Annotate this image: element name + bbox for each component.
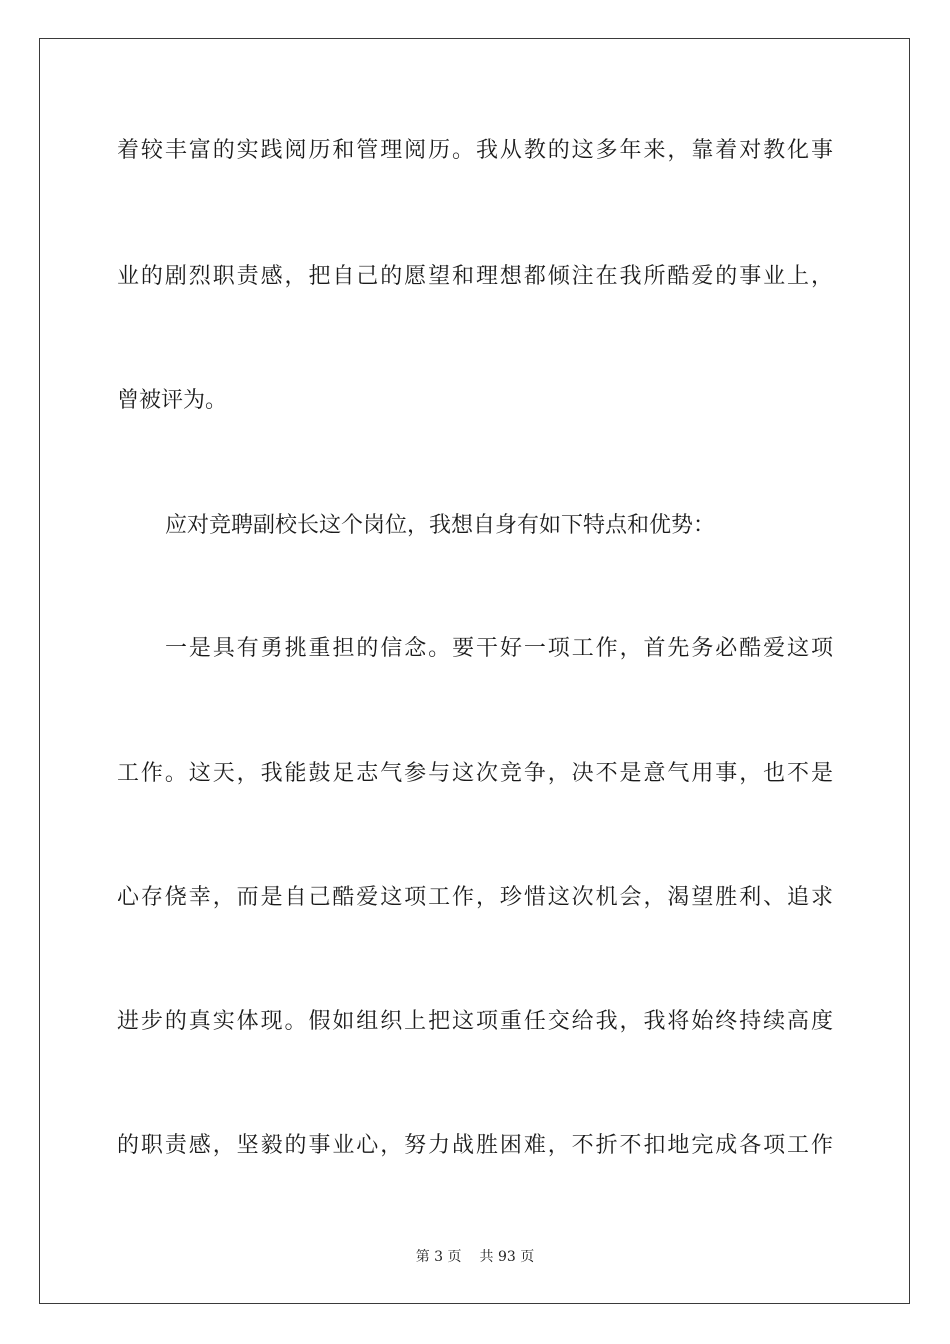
body-line-1: 着较丰富的实践阅历和管理阅历。我从教的这多年来，靠着对教化事 [117,138,833,163]
body-line-2: 业的剧烈职责感，把自己的愿望和理想都倾注在我所酷爱的事业上， [117,264,833,289]
page-total: 共 93 页 [479,1249,535,1265]
body-line-3: 曾被评为。 [117,388,228,413]
page-footer [0,1247,950,1267]
body-line-6: 工作。这天，我能鼓足志气参与这次竞争，决不是意气用事，也不是 [117,761,833,786]
body-line-5: 一是具有勇挑重担的信念。要干好一项工作，首先务必酷爱这项 [165,636,833,661]
body-line-8: 进步的真实体现。假如组织上把这项重任交给我，我将始终持续高度 [117,1009,833,1034]
page-border [39,38,910,1304]
body-line-9: 的职责感，坚毅的事业心，努力战胜困难，不折不扣地完成各项工作 [117,1133,833,1158]
body-line-7: 心存侥幸，而是自己酷爱这项工作，珍惜这次机会，渴望胜利、追求 [117,885,833,910]
page-number: 第 3 页 [415,1249,462,1265]
paragraph-intro: 应对竞聘副校长这个岗位，我想自身有如下特点和优势： [165,513,716,538]
